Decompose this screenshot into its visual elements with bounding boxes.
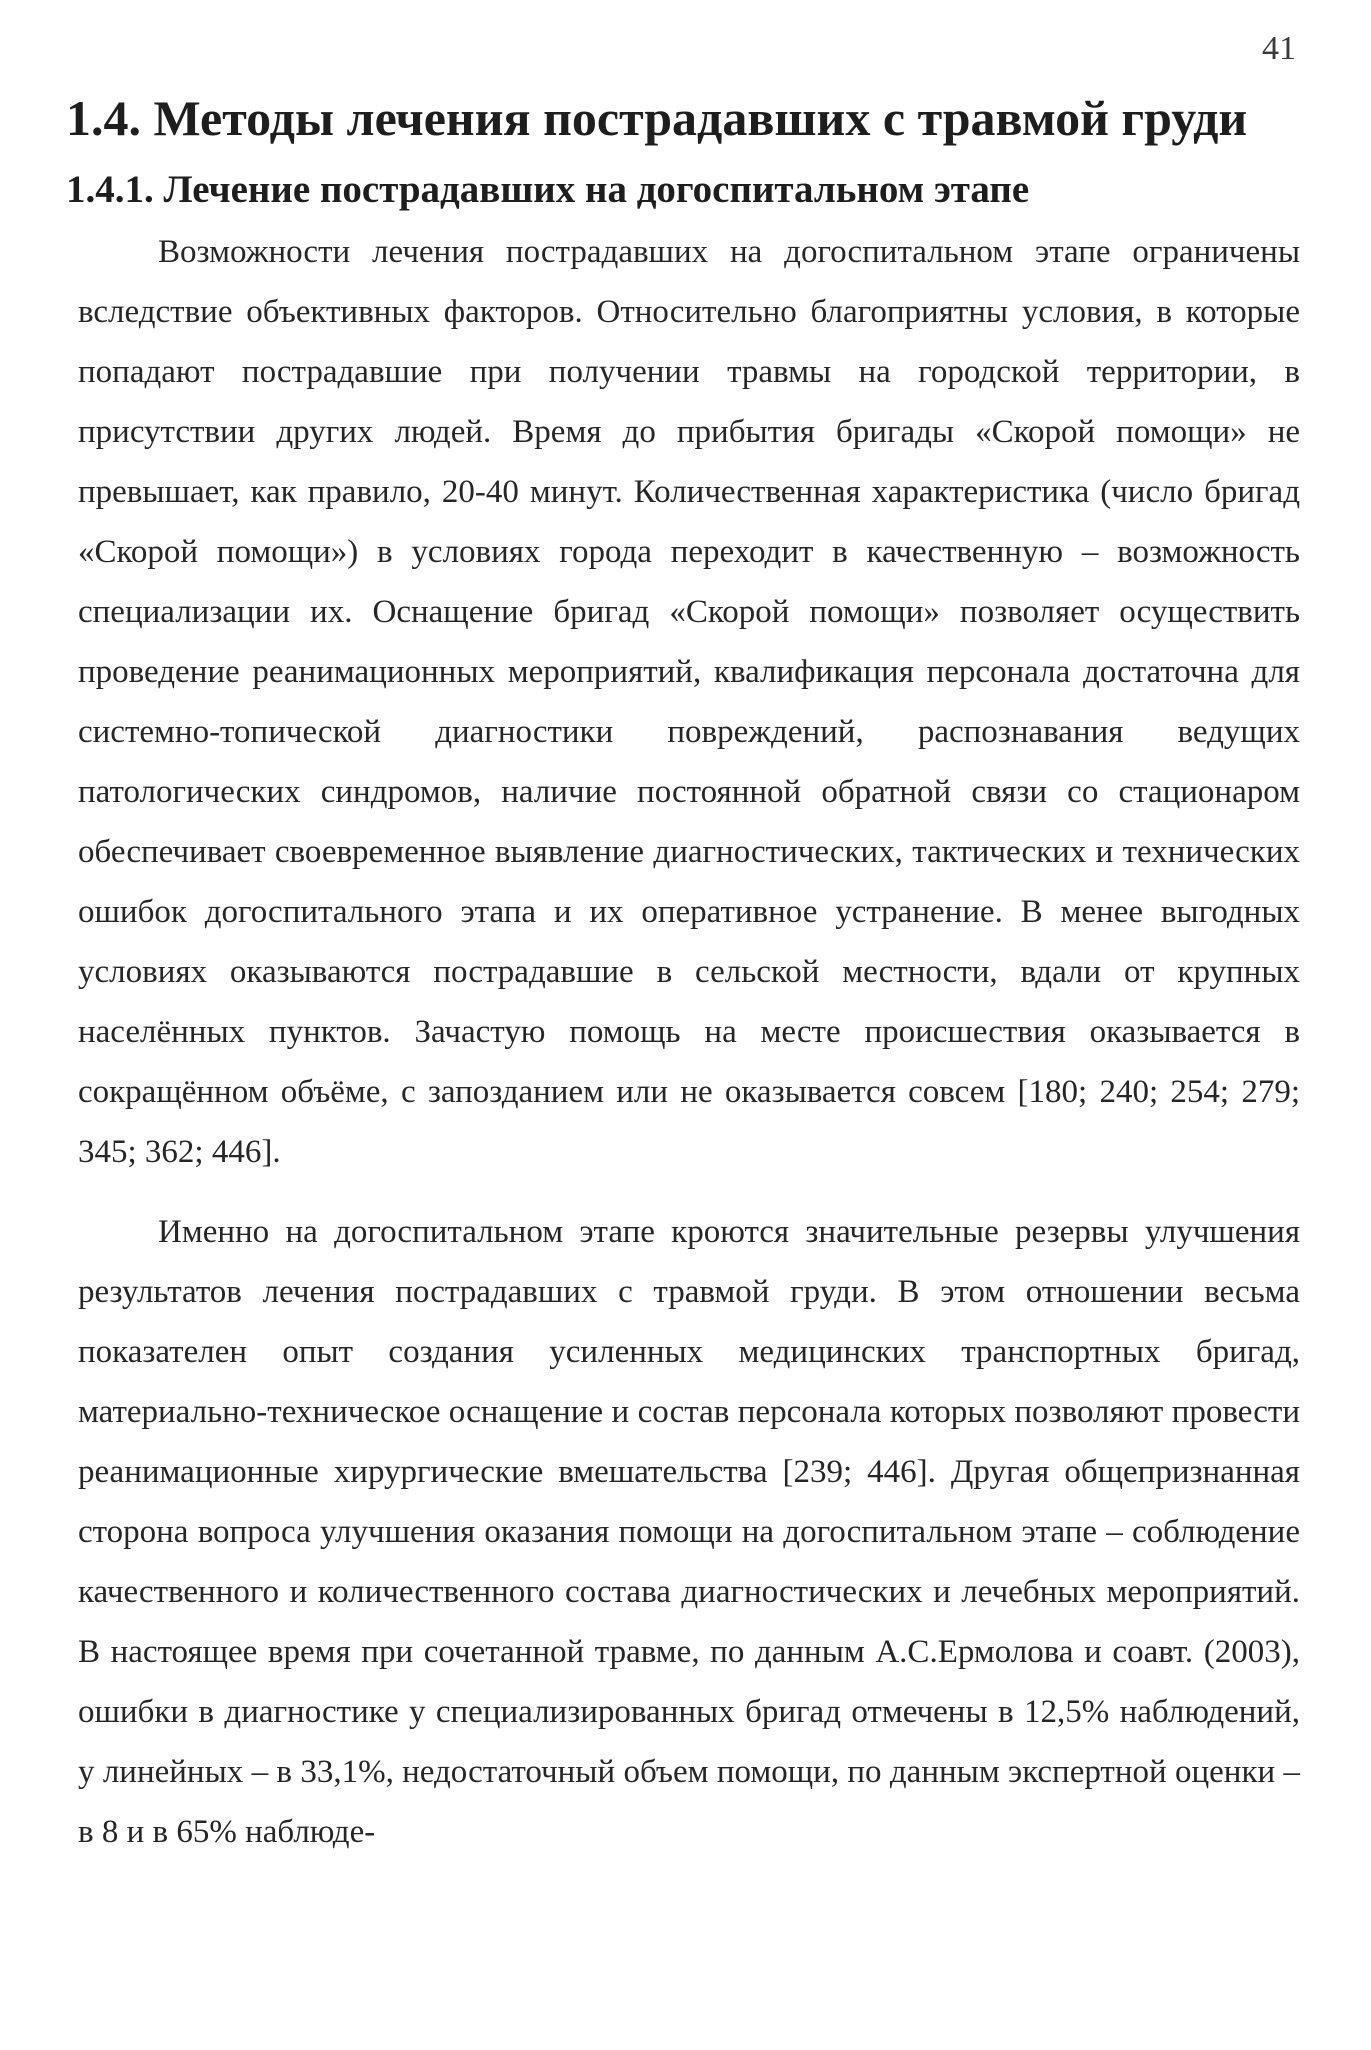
paragraph: Именно на догоспитальном этапе кроются значительные резервы улучшения результатов лечения пострадавших с травмой груди. В этом отношении весьма показателен опыт создания усиленных медицинских транспортных бригад, материально-техническое оснащение и состав персонала которых позволяют провести реанимационные хирургические вмешательства [239; 446]. Другая общепризнанная сторона вопроса улучшения оказания помощи на догоспитальном этапе – соблюдение качественного и количественного состава диагностических и лечебных мероприятий. В настоящее время при сочетанной травме, по данным А.С.Ермолова и соавт. (2003), ошибки в диагностике у специализированных бригад отмечены в 12,5% наблюдений, у линейных – в 33,1%, недостаточный объем помощи, по данным экспертной оценки – в 8 и в 65% наблюде-: [78, 1214, 1300, 1850]
body-text: [78, 222, 1300, 1882]
paragraph: Возможности лечения пострадавших на догоспитальном этапе ограничены вследствие объективных факторов. Относительно благоприятны условия, в которые попадают пострадавшие при получении травмы на городской территории, в присутствии других людей. Время до прибытия бригады «Скорой помощи» не превышает, как правило, 20-40 минут. Количественная характеристика (число бригад «Скорой помощи») в условиях города переходит в качественную – возможность специализации их. Оснащение бригад «Скорой помощи» позволяет осуществить проведение реанимационных мероприятий, квалификация персонала достаточна для системно-топической диагностики повреждений, распознавания ведущих патологических синдромов, наличие постоянной обратной связи со стационаром обеспечивает своевременное выявление диагностических, тактических и технических ошибок догоспитального этапа и их оперативное устранение. В менее выгодных условиях оказываются пострадавшие в сельской местности, вдали от крупных населённых пунктов. Зачастую помощь на месте происшествия оказывается в сокращённом объёме, с запозданием или не оказывается совсем [180; 240; 254; 279; 345; 362; 446].: [78, 234, 1300, 1170]
subsection-title: 1.4.1. Лечение пострадавших на догоспитальном этапе: [66, 168, 1030, 211]
section-title: 1.4. Методы лечения пострадавших с травмой груди: [66, 90, 1248, 146]
page-number: 41: [1262, 30, 1296, 67]
